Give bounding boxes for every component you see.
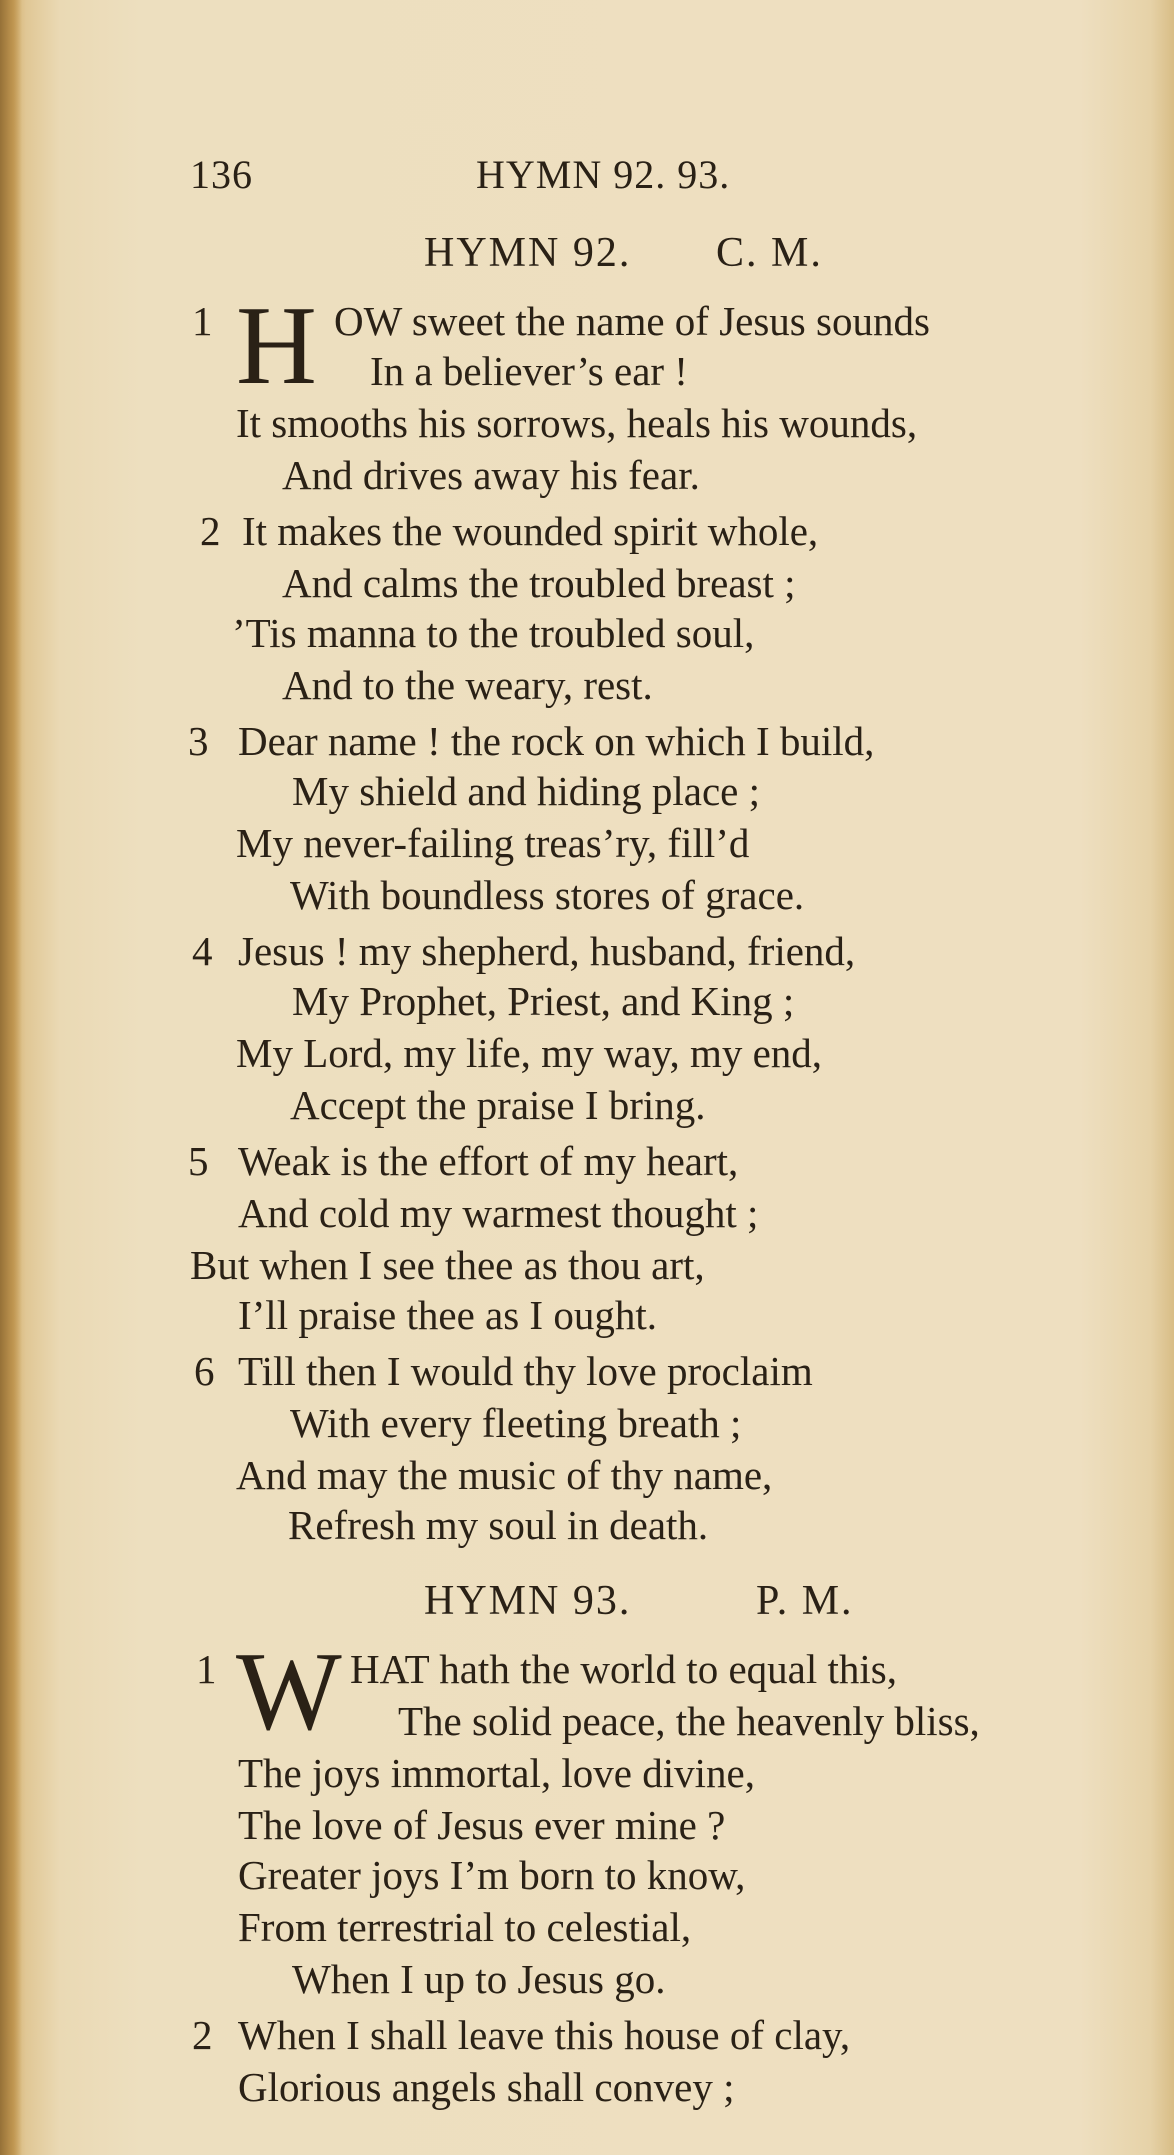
- hymn-92-v3-line-3: My never-failing treas’ry, fill’d: [236, 820, 750, 866]
- hymn-93-v1-line-3: The joys immortal, love divine,: [238, 1750, 755, 1796]
- hymn-92-v4-line-1: Jesus ! my shepherd, husband, friend,: [238, 928, 856, 974]
- hymn-92-verse-5-number: 5: [188, 1138, 209, 1184]
- hymn-92-v1-line-1: OW sweet the name of Jesus sounds: [334, 298, 930, 344]
- hymn-93-v1-line-5: Greater joys I’m born to know,: [238, 1852, 746, 1898]
- hymn-92-v2-line-2: And calms the troubled breast ;: [282, 560, 796, 606]
- hymn-92-v3-line-4: With boundless stores of grace.: [290, 872, 805, 918]
- hymn-92-v4-line-4: Accept the praise I bring.: [290, 1082, 706, 1128]
- page-number: 136: [190, 152, 253, 197]
- hymn-92-verse-1-number: 1: [192, 298, 213, 344]
- hymn-92-v6-line-2: With every fleeting breath ;: [290, 1400, 742, 1446]
- hymn-92-verse-3-number: 3: [188, 718, 209, 764]
- hymn-93-verse-1-number: 1: [196, 1646, 217, 1692]
- hymn-93-v1-line-2: The solid peace, the heavenly bliss,: [398, 1698, 980, 1744]
- running-title: HYMN 92. 93.: [476, 152, 731, 197]
- hymn-92-v2-line-4: And to the weary, rest.: [282, 662, 653, 708]
- hymn-92-v3-line-2: My shield and hiding place ;: [292, 768, 760, 814]
- hymn-93-v2-line-1: When I shall leave this house of clay,: [238, 2012, 851, 2058]
- hymn-92-v6-line-3: And may the music of thy name,: [236, 1452, 773, 1498]
- hymn-92-verse-4-number: 4: [192, 928, 213, 974]
- hymn-92-v4-line-2: My Prophet, Priest, and King ;: [292, 978, 795, 1024]
- hymn-92-heading-meter: C. M.: [716, 230, 823, 276]
- hymn-92-verse-6-number: 6: [194, 1348, 215, 1394]
- hymn-93-v2-line-2: Glorious angels shall convey ;: [238, 2064, 735, 2110]
- hymn-93-v1-line-1: HAT hath the world to equal this,: [350, 1646, 897, 1692]
- hymn-92-v5-line-2: And cold my warmest thought ;: [238, 1190, 759, 1236]
- hymn-92-heading-number: HYMN 92.: [424, 230, 632, 276]
- hymn-92-v3-line-1: Dear name ! the rock on which I build,: [238, 718, 875, 764]
- hymn-93-dropcap: W: [236, 1630, 342, 1754]
- hymn-92-v1-line-2: In a believer’s ear !: [370, 348, 688, 394]
- hymn-92-dropcap: H: [236, 284, 317, 408]
- hymn-92-v1-line-3: It smooths his sorrows, heals his wounds,: [236, 400, 918, 446]
- hymn-93-heading-number: HYMN 93.: [424, 1578, 632, 1624]
- hymn-92-v2-line-3: ’Tis manna to the troubled soul,: [232, 610, 755, 656]
- hymn-93-verse-2-number: 2: [192, 2012, 213, 2058]
- hymn-93-heading-meter: P. M.: [756, 1578, 854, 1624]
- hymn-92-v2-line-1: It makes the wounded spirit whole,: [242, 508, 819, 554]
- hymn-92-verse-2-number: 2: [200, 508, 221, 554]
- hymn-93-v1-line-6: From terrestrial to celestial,: [238, 1904, 692, 1950]
- hymn-93-v1-line-4: The love of Jesus ever mine ?: [238, 1802, 726, 1848]
- hymn-92-v5-line-4: I’ll praise thee as I ought.: [238, 1292, 657, 1338]
- hymn-92-v5-line-1: Weak is the effort of my heart,: [238, 1138, 739, 1184]
- hymn-92-v4-line-3: My Lord, my life, my way, my end,: [236, 1030, 823, 1076]
- hymn-93-v1-line-7: When I up to Jesus go.: [292, 1956, 666, 2002]
- hymn-92-v6-line-4: Refresh my soul in death.: [288, 1502, 709, 1548]
- hymn-92-v1-line-4: And drives away his fear.: [282, 452, 700, 498]
- hymn-92-v6-line-1: Till then I would thy love proclaim: [238, 1348, 813, 1394]
- hymn-92-v5-line-3: But when I see thee as thou art,: [190, 1242, 705, 1288]
